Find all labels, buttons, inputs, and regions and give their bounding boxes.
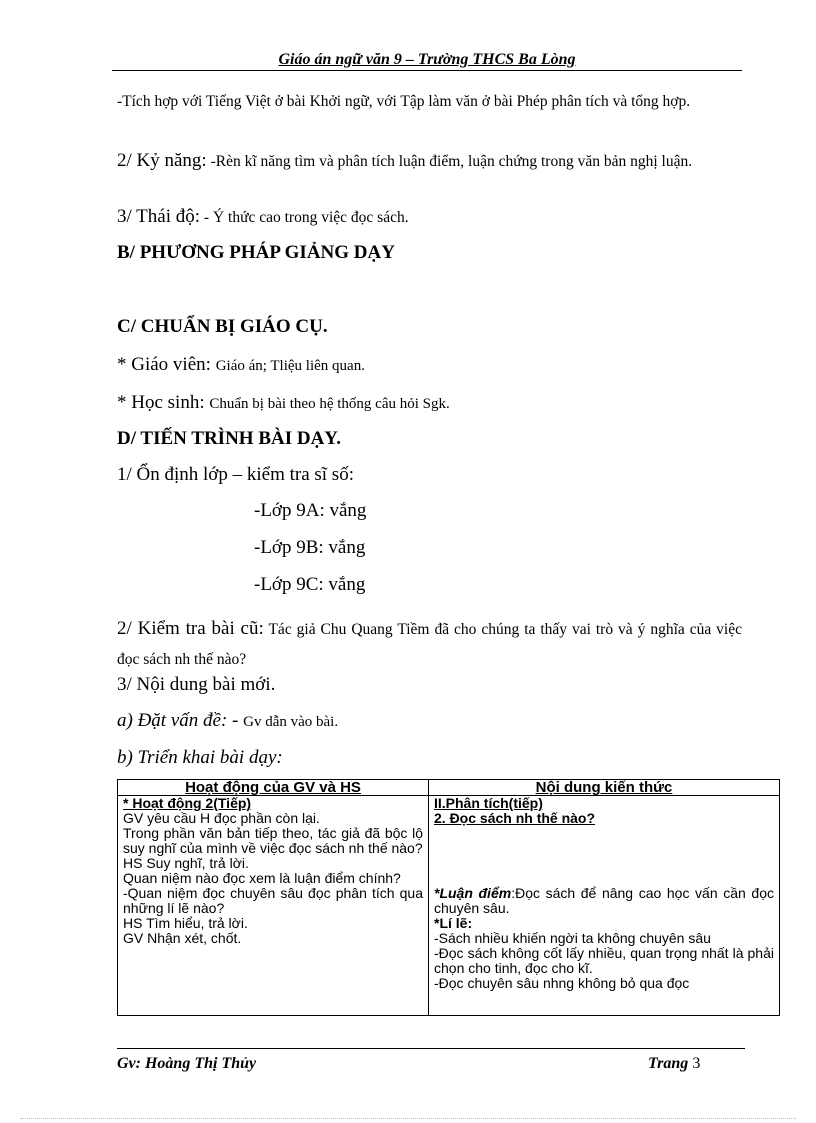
reason-line: -Sách nhiều khiến ngời ta không chuyên sâu: [434, 930, 711, 946]
page-header: [112, 50, 742, 71]
activity-line: Quan niệm nào đọc xem là luận điểm chính?: [123, 870, 401, 886]
part-a-label: a) Đặt vấn đề: -: [117, 710, 239, 731]
activity-line: Trong phần văn bản tiếp theo, tác giả đã bộc lộ suy nghĩ của mình về việc đọc sách nh thế nào?: [123, 825, 423, 856]
activity-line: HS Tìm hiểu, trả lời.: [123, 915, 248, 931]
page-number: 3: [692, 1055, 701, 1072]
student-line: [117, 392, 450, 414]
skill-paragraph: [117, 146, 742, 177]
integration-paragraph: -Tích hợp với Tiếng Việt ở bài Khởi ngữ, với Tập làm văn ở bài Phép phân tích và tổng hợp.: [117, 93, 691, 110]
class-9b-line: -Lớp 9B: vắng: [254, 537, 366, 558]
section-c-heading: C/ CHUẨN BỊ GIÁO CỤ.: [117, 316, 328, 337]
page-edge: [20, 1118, 796, 1119]
thesis-line: [434, 886, 774, 916]
content-cell: [429, 796, 780, 1016]
content-spacer: [434, 826, 774, 886]
part-b-line: b) Triển khai bài dạy:: [117, 747, 283, 768]
student-text: Chuẩn bị bài theo hệ thống câu hỏi Sgk.: [209, 396, 450, 412]
content-title: II.Phân tích(tiếp): [434, 795, 543, 811]
section-b-heading: B/ PHƯƠNG PHÁP GIẢNG DẠY: [117, 242, 395, 263]
activities-cell: [118, 796, 429, 1016]
reasons-label: *Lí lẽ:: [434, 915, 473, 931]
activity-line: HS Suy nghĩ, trả lời.: [123, 855, 249, 871]
section-d-heading: D/ TIẾN TRÌNH BÀI DẠY.: [117, 428, 342, 449]
activity-title: * Hoạt động 2(Tiếp): [123, 795, 252, 811]
step2-paragraph: [117, 614, 742, 675]
step1-line: 1/ Ổn định lớp – kiểm tra sĩ số:: [117, 464, 354, 485]
attitude-paragraph: [117, 205, 742, 230]
thesis-text: :Đọc sách để nâng cao học vấn cần đọc chuyên sâu.: [434, 885, 774, 916]
activity-line: GV Nhận xét, chốt.: [123, 930, 242, 946]
class-9c-line: -Lớp 9C: vắng: [254, 574, 366, 595]
attitude-label: 3/ Thái độ:: [117, 206, 201, 227]
page-label: Trang: [648, 1055, 689, 1072]
footer-author: Gv: Hoàng Thị Thủy: [117, 1055, 257, 1072]
student-label: * Học sinh:: [117, 392, 205, 413]
skill-label: 2/ Kỷ năng:: [117, 150, 207, 171]
teacher-label: * Giáo viên:: [117, 354, 211, 375]
part-a-line: [117, 710, 338, 732]
skill-text: -Rèn kĩ năng tìm và phân tích luận điểm, luận chứng trong văn bản nghị luận.: [210, 153, 693, 170]
content-subtitle: 2. Đọc sách nh thế nào?: [434, 810, 596, 826]
attitude-text: - Ý thức cao trong việc đọc sách.: [203, 209, 409, 226]
activity-line: -Quan niệm đọc chuyên sâu đọc phân tích qua những lí lẽ nào?: [123, 885, 423, 916]
step2-text: Tác giả Chu Quang Tiềm đã cho chúng ta thấy vai trò và ý nghĩa của việc đọc sách nh thế nào?: [117, 621, 742, 668]
part-a-text: Gv dẫn vào bài.: [243, 714, 339, 730]
lesson-table: [117, 779, 780, 1016]
step2-label: 2/ Kiểm tra bài cũ:: [117, 618, 264, 639]
col2-header: Nội dung kiến thức: [429, 780, 780, 796]
col1-header: Hoạt động của GV và HS: [118, 780, 429, 796]
step3-line: 3/ Nội dung bài mới.: [117, 674, 276, 695]
teacher-line: [117, 354, 365, 376]
activity-line: GV yêu cầu H đọc phần còn lại.: [123, 810, 320, 826]
header-title: Giáo án ngữ văn 9 – Trường THCS Ba Lòng: [278, 51, 576, 68]
reason-line: -Đọc chuyên sâu nhng không bỏ qua đọc: [434, 975, 690, 991]
footer-page: [648, 1055, 700, 1073]
thesis-label: *Luận điểm: [434, 885, 512, 901]
class-9a-line: -Lớp 9A: vắng: [254, 500, 367, 521]
footer-rule: [117, 1048, 745, 1049]
reason-line: -Đọc sách không cốt lấy nhiều, quan trọng nhất là phải chọn cho tinh, đọc cho kĩ.: [434, 945, 774, 976]
teacher-text: Giáo án; Tliệu liên quan.: [215, 358, 365, 374]
